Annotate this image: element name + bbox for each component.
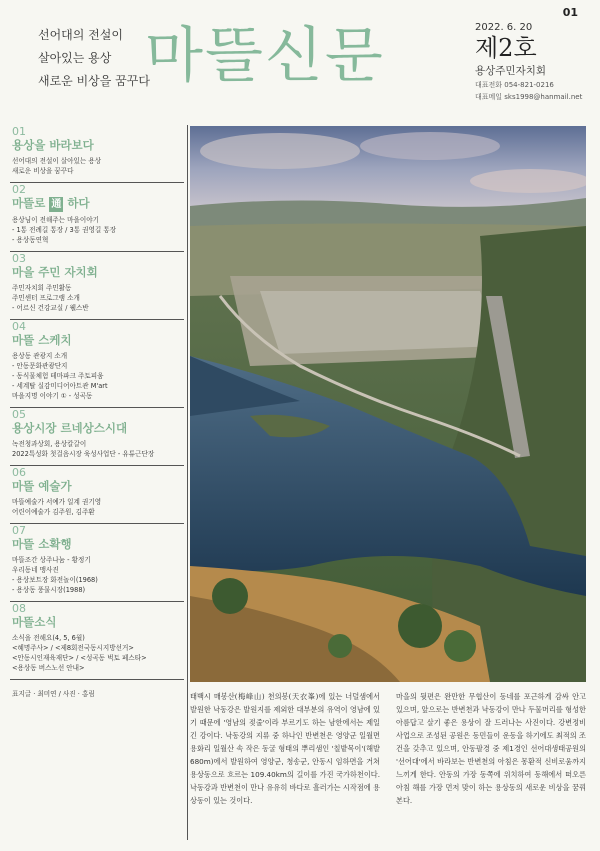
toc-line: 어린이예술가 김주원, 김주환 — [12, 508, 95, 516]
newspaper-title: 마뜰신문 — [145, 21, 385, 91]
toc-line: - 안동문화관광단지 — [12, 362, 68, 370]
toc-line: 2022특성화 첫걸음시장 육성사업단 - 유튜근단장 — [12, 450, 155, 458]
toc-item[interactable] — [10, 252, 184, 320]
cover-photo — [190, 126, 586, 682]
toc-line: 선어대의 전설이 살아있는 용상 — [12, 157, 102, 165]
slogan-line: 선어대의 전설이 — [38, 28, 123, 42]
contact-email: 대표메일 sks1998@hanmail.net — [475, 93, 583, 101]
toc-title: 마뜰소식 — [12, 615, 57, 629]
toc-line: <용상동 버스노선 안내> — [12, 664, 85, 672]
toc-number: 04 — [12, 320, 26, 333]
toc-item[interactable] — [10, 466, 184, 524]
toc-number: 07 — [12, 524, 26, 537]
masthead — [0, 0, 600, 118]
toc-title — [12, 196, 184, 212]
toc-line: 소식을 전해요(4, 5, 6월) — [12, 634, 85, 642]
toc-number: 02 — [12, 183, 26, 196]
toc-title: 마뜰 예술가 — [12, 479, 72, 493]
tong-badge: 通 — [51, 199, 62, 210]
toc-line: - 용상동연혁 — [12, 236, 49, 244]
toc-item[interactable] — [10, 125, 184, 183]
article-column-left: 태백시 매봉산(梅峰山) 천의봉(天衣峯)에 있는 너덜샘에서 발원한 낙동강은 발원지를 제외한 대부분의 유역이 영남에 있기 때문에 '영남의 젖줄'이라 부르기도 하는 남한에서는 제일 긴 강이다. 낙동강의 지류 중 하나인 반변천은 영양군 일월면 용화리 일월산 속 작은 동굴 형태의 뿌리샘인 '칠밭목이'(해발 680m)에서 발원하여 영양군, 청송군, 안동시 임하면을 거쳐 용상동으로 흐르는 109.40km의 길이를 가진 국가하천이다. 낙동강과 반변천이 만나 유유히 바다로 흘러가는 시작점에 용상동이 있는 것이다. — [190, 692, 380, 805]
article-column-right: 마을의 뒷편은 완만한 무협산이 동네를 포근하게 감싸 안고 있으며, 앞으로는 반변천과 낙동강이 만나 두물머리를 형성한 아름답고 살기 좋은 용상이 잘 드러나는 사진이다. 강변정비 사업으로 조성된 공원은 동민들이 운동을 하기에도 최적의 조건을 갖추고 있으며, 안동팔경 중 제1경인 선어대생태공원의 '선어대'에서 바라보는 반변천의 아침은 몽환적 신비로움까지 느끼게 한다. 안동의 가장 동쪽에 위치하여 동해에서 떠오른 아침 해를 가장 먼저 맞이 하는 용상동의 새로운 비상을 꿈꿔 본다. — [396, 692, 586, 805]
toc-line: - 1통 전례길 통장 / 3통 권영길 통장 — [12, 226, 117, 234]
toc-line: - 용상보트장 화전놀이(1968) — [12, 576, 98, 584]
toc-line: 용상님이 전해주는 마을이야기 — [12, 216, 99, 224]
toc-line: 새로운 비상을 꿈꾸다 — [12, 167, 74, 175]
toc-line: 마뜰조간 상주나눔 - 황정기 — [12, 556, 91, 564]
toc-title: 용상시장 르네상스시대 — [12, 421, 128, 435]
toc-line: 녹전청과상회, 용상칼갈이 — [12, 440, 87, 448]
slogan-line: 새로운 비상을 꿈꾸다 — [38, 74, 150, 88]
toc-line: <혜명주사> / <제8회전국동시지방선거> — [12, 644, 134, 652]
toc-line: 마뜰예술가 서예가 일계 권기영 — [12, 498, 102, 506]
toc-line: 주민자치회 주민활동 — [12, 284, 72, 292]
page-number: 01 — [562, 6, 578, 19]
toc-number: 08 — [12, 602, 26, 615]
toc-title-part: 하다 — [63, 196, 90, 210]
toc-line: - 어르신 건강교실 / 웰스반 — [12, 304, 89, 312]
toc-line: - 동식물체험 테마파크 주토피움 — [12, 372, 104, 380]
table-of-contents — [10, 125, 184, 698]
slogan — [38, 24, 150, 93]
toc-line: 용상동 관광지 소개 — [12, 352, 68, 360]
toc-number: 06 — [12, 466, 26, 479]
toc-title-part: 마뜰로 — [12, 196, 50, 210]
toc-number: 01 — [12, 125, 26, 138]
toc-item[interactable] — [10, 408, 184, 466]
toc-number: 03 — [12, 252, 26, 265]
toc-item[interactable] — [10, 183, 184, 252]
toc-title: 용상을 바라보다 — [12, 138, 94, 152]
toc-line: <안동시인재육재단> / <성곡동 벅토 페스타> — [12, 654, 147, 662]
toc-line: 주민센터 프로그램 소개 — [12, 294, 80, 302]
toc-line: 우리동네 맹사진 — [12, 566, 59, 574]
toc-number: 05 — [12, 408, 26, 421]
column-divider — [187, 125, 188, 840]
toc-line: - 세계탈 실감미디어아트관 M'art — [12, 382, 108, 390]
toc-item[interactable] — [10, 602, 184, 680]
toc-line: - 용상동 풍물시장(1988) — [12, 586, 86, 594]
toc-title: 마뜰 스케치 — [12, 333, 72, 347]
toc-item[interactable] — [10, 524, 184, 602]
toc-item[interactable] — [10, 320, 184, 408]
toc-title: 마을 주민 자치회 — [12, 265, 98, 279]
issue-info — [475, 22, 582, 102]
publisher: 용상주민자치회 — [475, 65, 547, 77]
contact-phone: 대표전화 054-821-0216 — [475, 81, 554, 89]
photo-credits: 표지글 · 최미연 / 사진 · 홍림 — [12, 690, 95, 698]
toc-line: 마을지명 이야기 ① - 성곡동 — [12, 392, 93, 400]
issue-date: 2022. 6. 20 — [475, 22, 533, 33]
issue-number: 제2호 — [475, 34, 537, 62]
toc-title: 마뜰 소확행 — [12, 537, 72, 551]
slogan-line: 살아있는 용상 — [38, 51, 112, 65]
